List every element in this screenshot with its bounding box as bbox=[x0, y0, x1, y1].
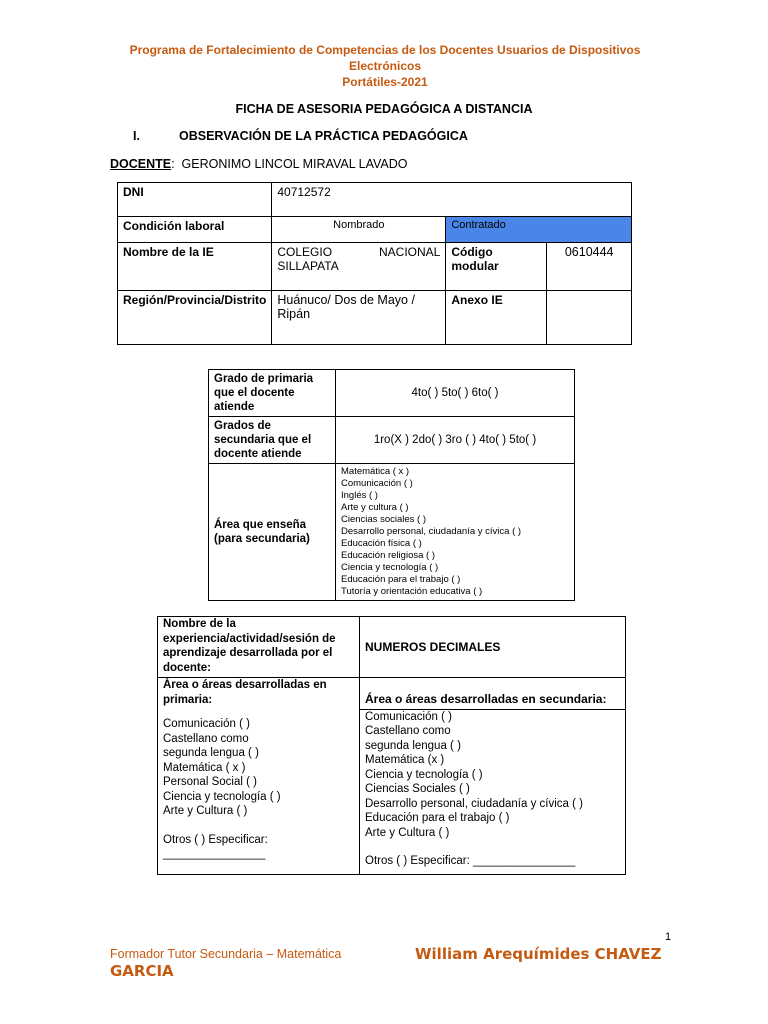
secundaria-areas-label: Área o áreas desarrolladas en secundaria: bbox=[360, 678, 626, 710]
secundaria-grades: 1ro(X ) 2do( ) 3ro ( ) 4to( ) 5to( ) bbox=[336, 417, 575, 464]
nombrado-option: Nombrado bbox=[272, 217, 446, 243]
primaria-areas-list bbox=[158, 709, 360, 874]
experiencia-label: Nombre de la experiencia/actividad/sesión de aprendizaje desarrollada por el docente: bbox=[158, 617, 360, 678]
footer-author: William Arequímides CHAVEZ bbox=[415, 945, 662, 963]
area-item: Ciencia y tecnología ( ) bbox=[341, 562, 439, 573]
codigo-label: Código modular bbox=[446, 243, 547, 291]
primaria-area-item: segunda lengua ( ) bbox=[163, 747, 259, 759]
dni-value: 40712572 bbox=[272, 183, 632, 217]
secundaria-area-item: Ciencia y tecnología ( ) bbox=[365, 768, 483, 781]
page-number: 1 bbox=[665, 931, 672, 943]
primaria-area-item: Matemática ( x ) bbox=[163, 761, 246, 774]
program-header bbox=[100, 42, 670, 90]
anexo-value bbox=[547, 291, 632, 345]
teacher-info-table bbox=[117, 182, 632, 345]
spacer bbox=[365, 840, 620, 854]
spacer bbox=[163, 819, 354, 833]
secundaria-area-item: Arte y Cultura ( ) bbox=[365, 826, 450, 839]
area-item: Educación para el trabajo ( ) bbox=[341, 574, 461, 585]
ie-label: Nombre de la IE bbox=[118, 243, 272, 291]
secundaria-areas-list bbox=[360, 709, 626, 874]
area-item: Comunicación ( ) bbox=[341, 478, 413, 489]
contratado-option: Contratado bbox=[446, 217, 632, 243]
section-number: I. bbox=[133, 129, 140, 143]
primaria-area-item: Comunicación ( ) bbox=[163, 718, 250, 730]
dni-label: DNI bbox=[118, 183, 272, 217]
experience-table bbox=[157, 616, 626, 875]
grades-table bbox=[208, 369, 575, 601]
secundaria-area-item: Educación para el trabajo ( ) bbox=[365, 812, 510, 824]
header-line-1: Programa de Fortalecimiento de Competencias de los Docentes Usuarios de Dispositivos Electrónicos bbox=[129, 43, 641, 73]
region-value: Huánuco/ Dos de Mayo / Ripán bbox=[272, 291, 446, 345]
secundaria-otros: Otros ( ) Especificar: ________________ bbox=[365, 855, 576, 867]
area-item: Desarrollo personal, ciudadanía y cívica ( ) bbox=[341, 526, 522, 537]
area-item: Educación religiosa ( ) bbox=[341, 550, 435, 561]
primaria-area-item: Castellano como bbox=[163, 732, 249, 745]
condicion-label: Condición laboral bbox=[118, 217, 272, 243]
anexo-label: Anexo IE bbox=[446, 291, 547, 345]
secundaria-area-item: Ciencias Sociales ( ) bbox=[365, 783, 470, 795]
secundaria-area-item: Desarrollo personal, ciudadanía y cívica ( ) bbox=[365, 797, 583, 810]
area-item: Ciencias sociales ( ) bbox=[341, 514, 426, 525]
experiencia-value: NUMEROS DECIMALES bbox=[360, 617, 626, 678]
header-line-2: Portátiles-2021 bbox=[342, 75, 428, 89]
footer-author-surname: GARCIA bbox=[110, 962, 174, 980]
docente-line: DOCENTE: GERONIMO LINCOL MIRAVAL LAVADO bbox=[110, 157, 408, 171]
primaria-otros: Otros ( ) Especificar: bbox=[163, 833, 268, 846]
primaria-area-item: Ciencia y tecnología ( ) bbox=[163, 790, 281, 803]
primaria-area-item: Arte y Cultura ( ) bbox=[163, 805, 248, 817]
primaria-areas-label: Área o áreas desarrolladas en primaria: bbox=[158, 678, 360, 710]
primaria-grades: 4to( ) 5to( ) 6to( ) bbox=[336, 370, 575, 417]
section-title: OBSERVACIÓN DE LA PRÁCTICA PEDAGÓGICA bbox=[179, 129, 468, 143]
area-item: Arte y cultura ( ) bbox=[341, 502, 409, 513]
area-item: Matemática ( x ) bbox=[341, 466, 410, 477]
ie-value: COLEGIO NACIONAL SILLAPATA bbox=[272, 243, 446, 291]
primaria-especificar-line: ________________ bbox=[163, 848, 266, 860]
codigo-value: 0610444 bbox=[547, 243, 632, 291]
area-list bbox=[336, 464, 575, 601]
docente-name: GERONIMO LINCOL MIRAVAL LAVADO bbox=[181, 157, 408, 171]
primaria-grade-label: Grado de primaria que el docente atiende bbox=[209, 370, 336, 417]
secundaria-area-item: segunda lengua ( ) bbox=[365, 739, 461, 752]
region-label: Región/Provincia/Distrito bbox=[118, 291, 272, 345]
secundaria-area-item: Castellano como bbox=[365, 725, 451, 737]
docente-label: DOCENTE bbox=[110, 157, 172, 171]
area-item: Educación física ( ) bbox=[341, 538, 422, 549]
area-label: Área que enseña (para secundaria) bbox=[209, 464, 336, 601]
area-item: Tutoría y orientación educativa ( ) bbox=[341, 586, 483, 597]
document-title: FICHA DE ASESORIA PEDAGÓGICA A DISTANCIA bbox=[235, 102, 533, 116]
footer-role: Formador Tutor Secundaria – Matemática bbox=[110, 947, 342, 961]
secundaria-area-item: Matemática (x ) bbox=[365, 754, 445, 766]
area-item: Inglés ( ) bbox=[341, 490, 378, 501]
secundaria-area-item: Comunicación ( ) bbox=[365, 710, 452, 723]
secundaria-grade-label: Grados de secundaria que el docente atiende bbox=[209, 417, 336, 464]
primaria-area-item: Personal Social ( ) bbox=[163, 776, 257, 788]
